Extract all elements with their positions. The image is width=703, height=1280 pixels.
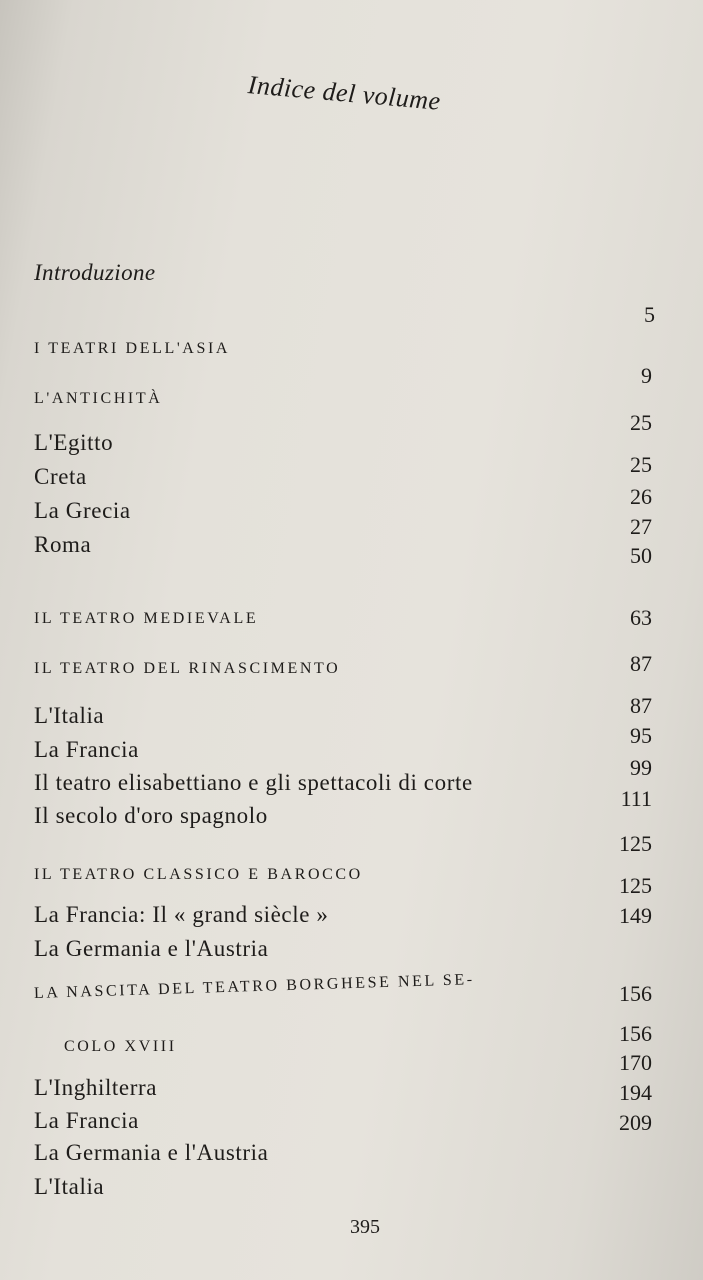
toc-entry: La Germania e l'Austria <box>34 1140 269 1165</box>
section-heading: I TEATRI DELL'ASIA <box>34 340 231 357</box>
page-title: Indice del volume <box>246 70 442 116</box>
toc-entry: L'Italia <box>34 1174 105 1199</box>
toc-entry: La Germania e l'Austria <box>34 936 269 961</box>
page-ref: 50 <box>630 543 652 568</box>
page-ref: 25 <box>630 452 652 477</box>
toc-entry: La Francia <box>34 1108 139 1133</box>
toc-entry: La Francia <box>34 737 139 762</box>
page-ref: 125 <box>619 831 652 856</box>
page-ref: 149 <box>619 903 652 928</box>
toc-entry: Creta <box>34 464 87 489</box>
page-ref: 194 <box>619 1080 652 1105</box>
section-heading: IL TEATRO MEDIEVALE <box>34 610 259 627</box>
page-ref: 209 <box>619 1110 652 1135</box>
section-heading: LA NASCITA DEL TEATRO BORGHESE NEL SE- <box>33 971 475 1002</box>
page-ref: 99 <box>630 755 652 780</box>
page-ref: 63 <box>630 605 652 630</box>
page-ref: 95 <box>630 723 652 748</box>
introduction-entry: Introduzione <box>34 260 156 285</box>
toc-entry: L'Italia <box>34 703 105 728</box>
page-ref: 25 <box>630 410 652 435</box>
page-ref: 111 <box>620 786 652 811</box>
toc-entry: La Grecia <box>34 498 131 523</box>
page-ref: 27 <box>630 514 652 539</box>
toc-entry: La Francia: Il « grand siècle » <box>34 902 329 927</box>
toc-entry: Il teatro elisabettiano e gli spettacoli di corte <box>34 770 473 795</box>
toc-entry: Roma <box>34 532 92 557</box>
toc-entry: L'Egitto <box>34 430 114 455</box>
page-ref: 170 <box>619 1050 652 1075</box>
section-heading: IL TEATRO DEL RINASCIMENTO <box>34 660 341 677</box>
page-ref: 26 <box>630 484 652 509</box>
toc-entry: Il secolo d'oro spagnolo <box>34 803 268 828</box>
page-ref: 156 <box>619 1021 652 1046</box>
page-ref: 156 <box>619 981 652 1006</box>
page-number: 395 <box>350 1216 380 1238</box>
section-heading: IL TEATRO CLASSICO E BAROCCO <box>34 866 363 883</box>
page-ref: 5 <box>644 302 655 327</box>
section-heading: L'ANTICHITÀ <box>34 390 163 407</box>
section-heading-continuation: COLO XVIII <box>64 1038 177 1055</box>
page-ref: 9 <box>641 363 652 388</box>
page-ref: 125 <box>619 873 652 898</box>
toc-entry: L'Inghilterra <box>34 1075 158 1100</box>
page-ref: 87 <box>630 651 652 676</box>
page-ref: 87 <box>630 693 652 718</box>
